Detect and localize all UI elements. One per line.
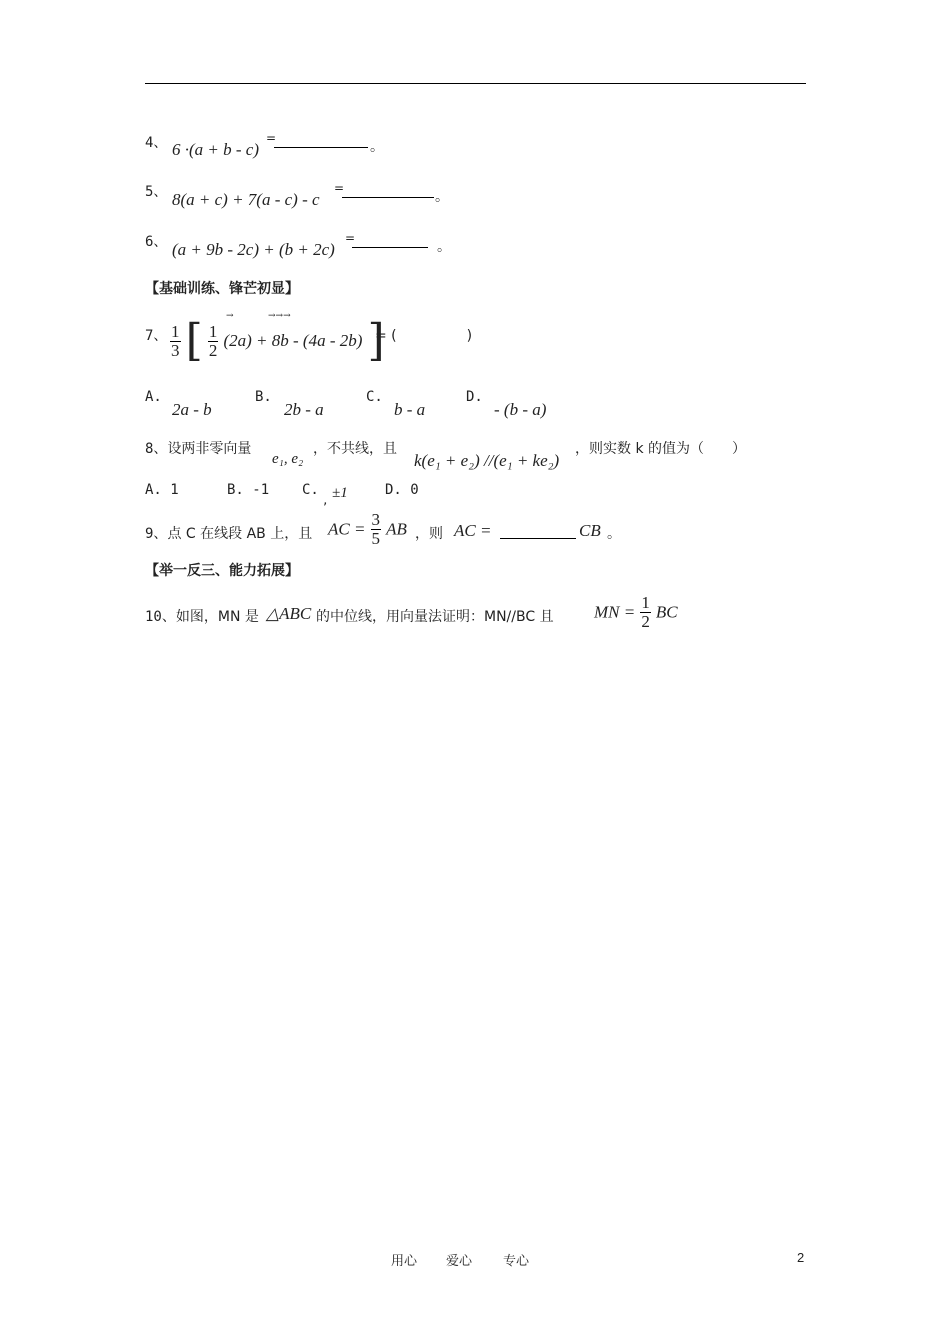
math-lhs: AC =: [454, 521, 492, 540]
header-rule: [145, 83, 806, 84]
question-9-equation: [328, 511, 407, 548]
question-text: ，则: [415, 526, 443, 542]
question-text: ，不共线，且: [313, 441, 397, 457]
footer-word: 专心: [503, 1254, 530, 1269]
question-text: 设两非零向量: [167, 441, 252, 457]
question-text: 的中位线，用向量法证明：MN//BC 且: [316, 609, 554, 625]
fraction: $\frac{3}{5}$: [371, 510, 381, 548]
question-text: ，则实数 k 的值为（ ）: [575, 441, 747, 457]
option-a[interactable]: A. 1: [145, 482, 179, 498]
question-5-number: 5、: [145, 184, 168, 200]
option-d[interactable]: D. 0: [385, 482, 419, 498]
answer-blank[interactable]: [274, 133, 368, 148]
question-text: 点 C 在线段 AB 上，且: [167, 526, 313, 542]
question-text: 如图，MN 是: [175, 609, 259, 625]
question-number: 8、: [145, 441, 168, 457]
question-4: [145, 132, 167, 152]
section-heading: 【基础训练、锋芒初显】: [145, 281, 299, 297]
period: 。: [607, 526, 621, 542]
equals-sign: =: [334, 181, 345, 195]
question-6-number: 6、: [145, 234, 168, 250]
math-rhs: BC: [655, 602, 678, 622]
left-bracket: [: [185, 315, 203, 366]
math-expression: 6 ·(a + b - c): [172, 140, 260, 159]
condition-expression: k(e₁ + e₂) //(e₁ + ke₂): [414, 451, 560, 470]
question-number: 9、: [145, 526, 168, 542]
footer-word: 爱心: [446, 1254, 473, 1269]
option-d[interactable]: - (b - a): [494, 400, 547, 419]
answer-blank[interactable]: [500, 524, 576, 539]
option-a[interactable]: 2a - b: [172, 400, 212, 419]
question-10-equation: [594, 594, 678, 631]
fraction: $\frac{1}{3}$: [171, 321, 180, 360]
vector-expression: e₁, e₂: [272, 451, 304, 467]
triangle-expression: △ABC: [266, 604, 312, 623]
answer-blank[interactable]: [352, 233, 428, 248]
option-c[interactable]: ±1: [332, 485, 348, 501]
footer-word: 用心: [391, 1254, 418, 1269]
equals-sign: =: [266, 131, 277, 145]
period: 。: [435, 189, 449, 205]
answer-blank[interactable]: [342, 183, 434, 198]
math-expression: (2a) + 8b - (4a - 2b): [223, 331, 363, 350]
option-b[interactable]: 2b - a: [284, 400, 324, 419]
question-number: 10、: [145, 609, 176, 625]
answer-paren[interactable]: = ( ): [375, 328, 473, 344]
question-7-expression: [170, 315, 385, 366]
period: 。: [370, 139, 384, 155]
question-7-number: 7、: [145, 328, 168, 344]
question-5-expression: 8(a + c) + 7(a - c) - c: [172, 190, 320, 209]
right-bracket: ]: [367, 315, 385, 366]
question-10: [145, 606, 259, 626]
option-c-label: C.: [366, 389, 383, 405]
option-c[interactable]: b - a: [394, 400, 426, 419]
math-rhs: CB: [579, 521, 601, 540]
question-8: [145, 438, 251, 458]
question-9: [145, 523, 312, 543]
option-a-label: A.: [145, 389, 162, 405]
question-6-expression: (a + 9b - 2c) + (b + 2c): [172, 240, 335, 259]
vector-arrows: →→→: [268, 311, 291, 321]
period: 。: [437, 239, 451, 255]
fraction: $\frac{1}{2}$: [208, 321, 218, 360]
section-heading: 【举一反三、能力拓展】: [145, 563, 299, 579]
math-lhs: MN =: [594, 602, 636, 622]
comma-mark: ,: [322, 494, 329, 507]
option-b[interactable]: B. -1: [227, 482, 270, 498]
fraction: $\frac{1}{2}$: [641, 593, 650, 631]
question-number: 4、: [145, 135, 168, 151]
option-c-label: C.: [302, 482, 319, 498]
question-4-expression: [172, 140, 259, 160]
option-b-label: B.: [255, 389, 272, 405]
math-lhs: AC =: [328, 519, 366, 539]
vector-arrow: →: [226, 311, 234, 321]
page-number: 2: [797, 1250, 805, 1265]
math-rhs: AB: [386, 519, 407, 539]
option-d-label: D.: [466, 389, 483, 405]
equals-sign: =: [345, 231, 356, 245]
